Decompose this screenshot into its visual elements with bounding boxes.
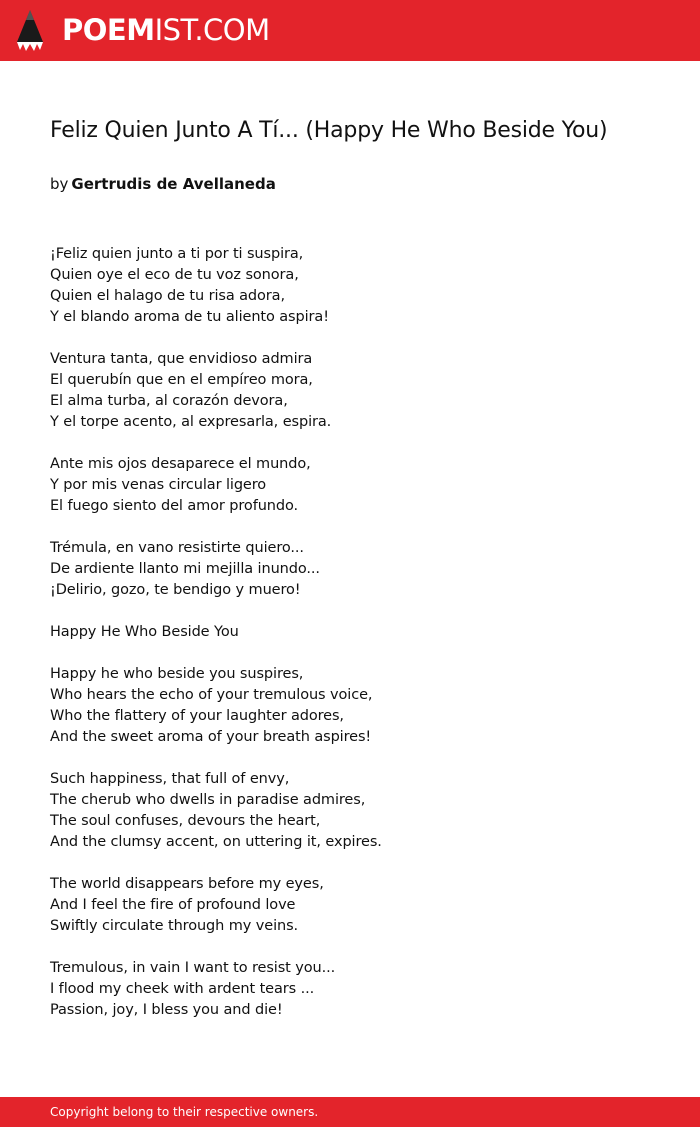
logo-bold-text: POEM [62, 13, 155, 47]
poem-stanza [50, 958, 650, 1021]
poem-line: Ventura tanta, que envidioso admira [50, 351, 313, 367]
poem-line: I flood my cheek with ardent tears ... [50, 981, 315, 997]
logo-light-text: IST.COM [154, 13, 270, 47]
poem-stanza [50, 874, 650, 937]
poem-line: Y por mis venas circular ligero [50, 477, 267, 493]
poem-stanza [50, 769, 650, 853]
by-prefix: by [50, 175, 69, 193]
poem-line: Y el torpe acento, al expresarla, espira. [50, 414, 332, 430]
poem-line: Y el blando aroma de tu aliento aspira! [50, 309, 329, 325]
poem-body [50, 244, 650, 1042]
poem-line: Such happiness, that full of envy, [50, 771, 290, 787]
poem-stanza [50, 664, 650, 748]
poem-line: Passion, joy, I bless you and die! [50, 1002, 283, 1018]
poem-line: Ante mis ojos desaparece el mundo, [50, 456, 311, 472]
site-header [0, 0, 700, 61]
poem-line: Tremulous, in vain I want to resist you... [50, 960, 336, 976]
poem-stanza [50, 244, 650, 328]
poem-line: ¡Delirio, gozo, te bendigo y muero! [50, 582, 301, 598]
copyright-text: Copyright belong to their respective owners. [50, 1105, 319, 1119]
poem-line: Quien oye el eco de tu voz sonora, [50, 267, 299, 283]
poem-line: Swiftly circulate through my veins. [50, 918, 299, 934]
site-footer [0, 1097, 700, 1127]
poem-line: Quien el halago de tu risa adora, [50, 288, 285, 304]
byline [50, 174, 276, 194]
poem-line: The world disappears before my eyes, [50, 876, 324, 892]
poem-line: The cherub who dwells in paradise admires, [50, 792, 366, 808]
pencil-icon[interactable] [17, 10, 43, 52]
poem-line: El querubín que en el empíreo mora, [50, 372, 313, 388]
poem-line: El fuego siento del amor profundo. [50, 498, 299, 514]
poem-stanza [50, 622, 650, 643]
poem-line: And the sweet aroma of your breath aspires! [50, 729, 372, 745]
poem-line: Who hears the echo of your tremulous voice, [50, 687, 373, 703]
site-logo[interactable] [62, 12, 270, 48]
poem-line: Happy he who beside you suspires, [50, 666, 304, 682]
poem-stanza [50, 349, 650, 433]
poem-line: ¡Feliz quien junto a ti por ti suspira, [50, 246, 304, 262]
poem-line: El alma turba, al corazón devora, [50, 393, 288, 409]
poem-line: Trémula, en vano resistirte quiero... [50, 540, 304, 556]
poem-stanza [50, 454, 650, 517]
poem-line: De ardiente llanto mi mejilla inundo... [50, 561, 320, 577]
poem-title: Feliz Quien Junto A Tí... (Happy He Who Beside You) [50, 118, 608, 143]
poem-stanza [50, 538, 650, 601]
poem-line: And I feel the fire of profound love [50, 897, 296, 913]
poem-line: Happy He Who Beside You [50, 624, 239, 640]
poem-line: Who the flattery of your laughter adores, [50, 708, 344, 724]
poem-line: The soul confuses, devours the heart, [50, 813, 321, 829]
author-name: Gertrudis de Avellaneda [71, 175, 276, 193]
poem-line: And the clumsy accent, on uttering it, expires. [50, 834, 382, 850]
